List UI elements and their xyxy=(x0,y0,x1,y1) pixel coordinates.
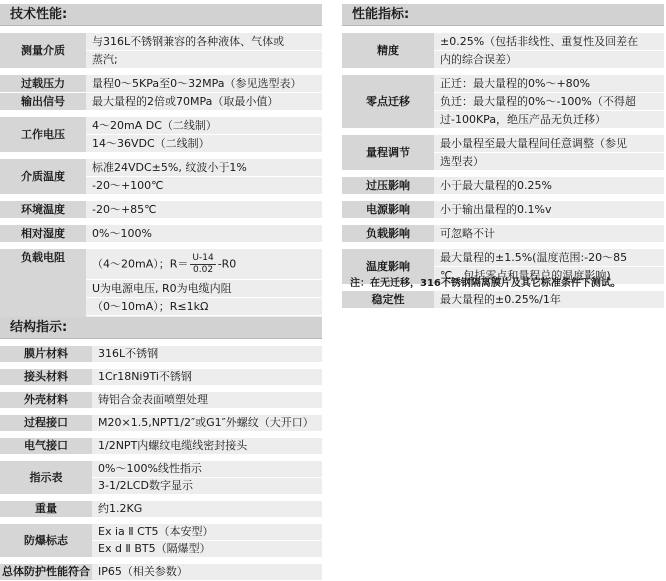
table-row xyxy=(0,524,322,541)
struct-section-title: 结构指示: xyxy=(0,317,322,339)
table-row xyxy=(342,225,664,243)
row-label: 温度影响 xyxy=(342,249,434,285)
row-value: 标准24VDC±5%, 纹波小于1% xyxy=(86,159,322,177)
table-row xyxy=(0,438,322,455)
table-row xyxy=(0,201,322,219)
row-label: 精度 xyxy=(342,33,434,69)
table-row xyxy=(342,75,664,93)
row-value: 铸铝合金表面喷塑处理 xyxy=(92,392,322,409)
struct-table xyxy=(0,346,322,581)
row-label: 过载压力 xyxy=(0,75,86,93)
row-value: 与316L不锈钢兼容的各种液体、气体或 xyxy=(86,33,322,51)
table-row xyxy=(342,177,664,195)
table-row xyxy=(0,75,322,93)
table-row xyxy=(342,291,664,309)
row-value: 最大量程的±0.25%/1年 xyxy=(434,291,664,309)
table-row xyxy=(342,249,664,267)
table-row xyxy=(0,564,322,581)
table-row xyxy=(342,135,664,153)
row-value: Ex d Ⅱ BT5（隔爆型） xyxy=(92,541,322,558)
table-row xyxy=(0,249,322,280)
table-row xyxy=(0,461,322,478)
row-value: 蒸汽; xyxy=(86,51,322,69)
row-value: 小于输出量程的0.1%v xyxy=(434,201,664,219)
row-label: 总体防护性能符合 xyxy=(0,564,92,581)
row-value: M20×1.5,NPT1/2″或G1″外螺纹（大开口） xyxy=(92,415,322,432)
perf-table xyxy=(342,33,664,309)
row-value: 最大量程的2倍或70MPa（取最小值） xyxy=(86,93,322,111)
row-value: 内的综合误差） xyxy=(434,51,664,69)
row-value: ±0.25%（包括非线性、重复性及回差在 xyxy=(434,33,664,51)
row-label: 输出信号 xyxy=(0,93,86,111)
perf-section-title: 性能指标: xyxy=(342,4,664,26)
formula-prefix: （4～20mA）；R＝ xyxy=(92,257,189,270)
row-label: 膜片材料 xyxy=(0,346,92,363)
load-formula xyxy=(86,249,322,280)
row-label: 重量 xyxy=(0,501,92,518)
row-label: 负载影响 xyxy=(342,225,434,243)
row-label: 指示表 xyxy=(0,461,92,495)
row-value: 最大量程的±1.5%(温度范围:-20～85 xyxy=(434,249,664,267)
row-value: U为电源电压, R0为电缆内阻 xyxy=(86,280,322,298)
row-label: 介质温度 xyxy=(0,159,86,195)
row-label: 电源影响 xyxy=(342,201,434,219)
table-row xyxy=(0,93,322,111)
row-value: 量程0～5KPa至0～32MPa（参见选型表） xyxy=(86,75,322,93)
tech-table xyxy=(0,33,322,334)
row-label: 环境温度 xyxy=(0,201,86,219)
row-label: 测量介质 xyxy=(0,33,86,69)
row-value: 过-100KPa，绝压产品无负迁移） xyxy=(434,111,664,129)
table-row xyxy=(342,33,664,51)
table-row xyxy=(0,369,322,386)
row-label: 过压影响 xyxy=(342,177,434,195)
table-row xyxy=(0,33,322,51)
table-row xyxy=(0,159,322,177)
row-value: IP65（相关参数） xyxy=(92,564,322,581)
row-value: 约1.2KG xyxy=(92,501,322,518)
row-value: 0%～100% xyxy=(86,225,322,243)
row-value: 可忽略不计 xyxy=(434,225,664,243)
row-label: 防爆标志 xyxy=(0,524,92,558)
row-label: 稳定性 xyxy=(342,291,434,309)
table-row xyxy=(0,501,322,518)
fraction-numerator: U-14 xyxy=(192,252,214,263)
row-value: -20～+100℃ xyxy=(86,177,322,195)
tech-section-title: 技术性能: xyxy=(0,4,322,26)
table-row xyxy=(0,392,322,409)
table-row xyxy=(0,117,322,135)
row-label: 电气接口 xyxy=(0,438,92,455)
row-value: Ex ia Ⅱ CT5（本安型） xyxy=(92,524,322,541)
row-value: 选型表） xyxy=(434,153,664,171)
row-value: 1/2NPT内螺纹电缆线密封接头 xyxy=(92,438,322,455)
table-row xyxy=(342,201,664,219)
row-label: 量程调节 xyxy=(342,135,434,171)
row-label: 工作电压 xyxy=(0,117,86,153)
row-value: 最小量程至最大量程间任意调整（参见 xyxy=(434,135,664,153)
row-value: 4～20mA DC（二线制） xyxy=(86,117,322,135)
row-value: 14～36VDC（二线制） xyxy=(86,135,322,153)
row-value: 316L不锈钢 xyxy=(92,346,322,363)
row-value: ℃，包括零点和量程总的温度影响) xyxy=(434,267,664,285)
row-value: 负迁：最大量程的0%～-100%（不得超 xyxy=(434,93,664,111)
row-label: 零点迁移 xyxy=(342,75,434,129)
row-value: 小于最大量程的0.25% xyxy=(434,177,664,195)
perf-note: 注：在无迁移，316不锈钢隔离膜片及其它标准条件下测试。 xyxy=(350,278,621,289)
row-label: 接头材料 xyxy=(0,369,92,386)
row-label: 过程接口 xyxy=(0,415,92,432)
row-value: 0%～100%线性指示 xyxy=(92,461,322,478)
row-label: 外壳材料 xyxy=(0,392,92,409)
formula-fraction xyxy=(190,253,215,276)
row-value: 正迁：最大量程的0%～+80% xyxy=(434,75,664,93)
row-value: -20～+85℃ xyxy=(86,201,322,219)
row-value: 1Cr18Ni9Ti不锈钢 xyxy=(92,369,322,386)
table-row xyxy=(0,225,322,243)
fraction-denominator: 0.02 xyxy=(193,264,214,275)
table-row xyxy=(0,415,322,432)
table-row xyxy=(0,346,322,363)
row-value: （0～10mA）；R≤1kΩ xyxy=(86,298,322,316)
row-value: 3-1/2LCD数字显示 xyxy=(92,478,322,495)
formula-suffix: -R0 xyxy=(217,257,237,270)
row-label: 负载电阻 xyxy=(0,249,86,334)
row-label: 相对湿度 xyxy=(0,225,86,243)
